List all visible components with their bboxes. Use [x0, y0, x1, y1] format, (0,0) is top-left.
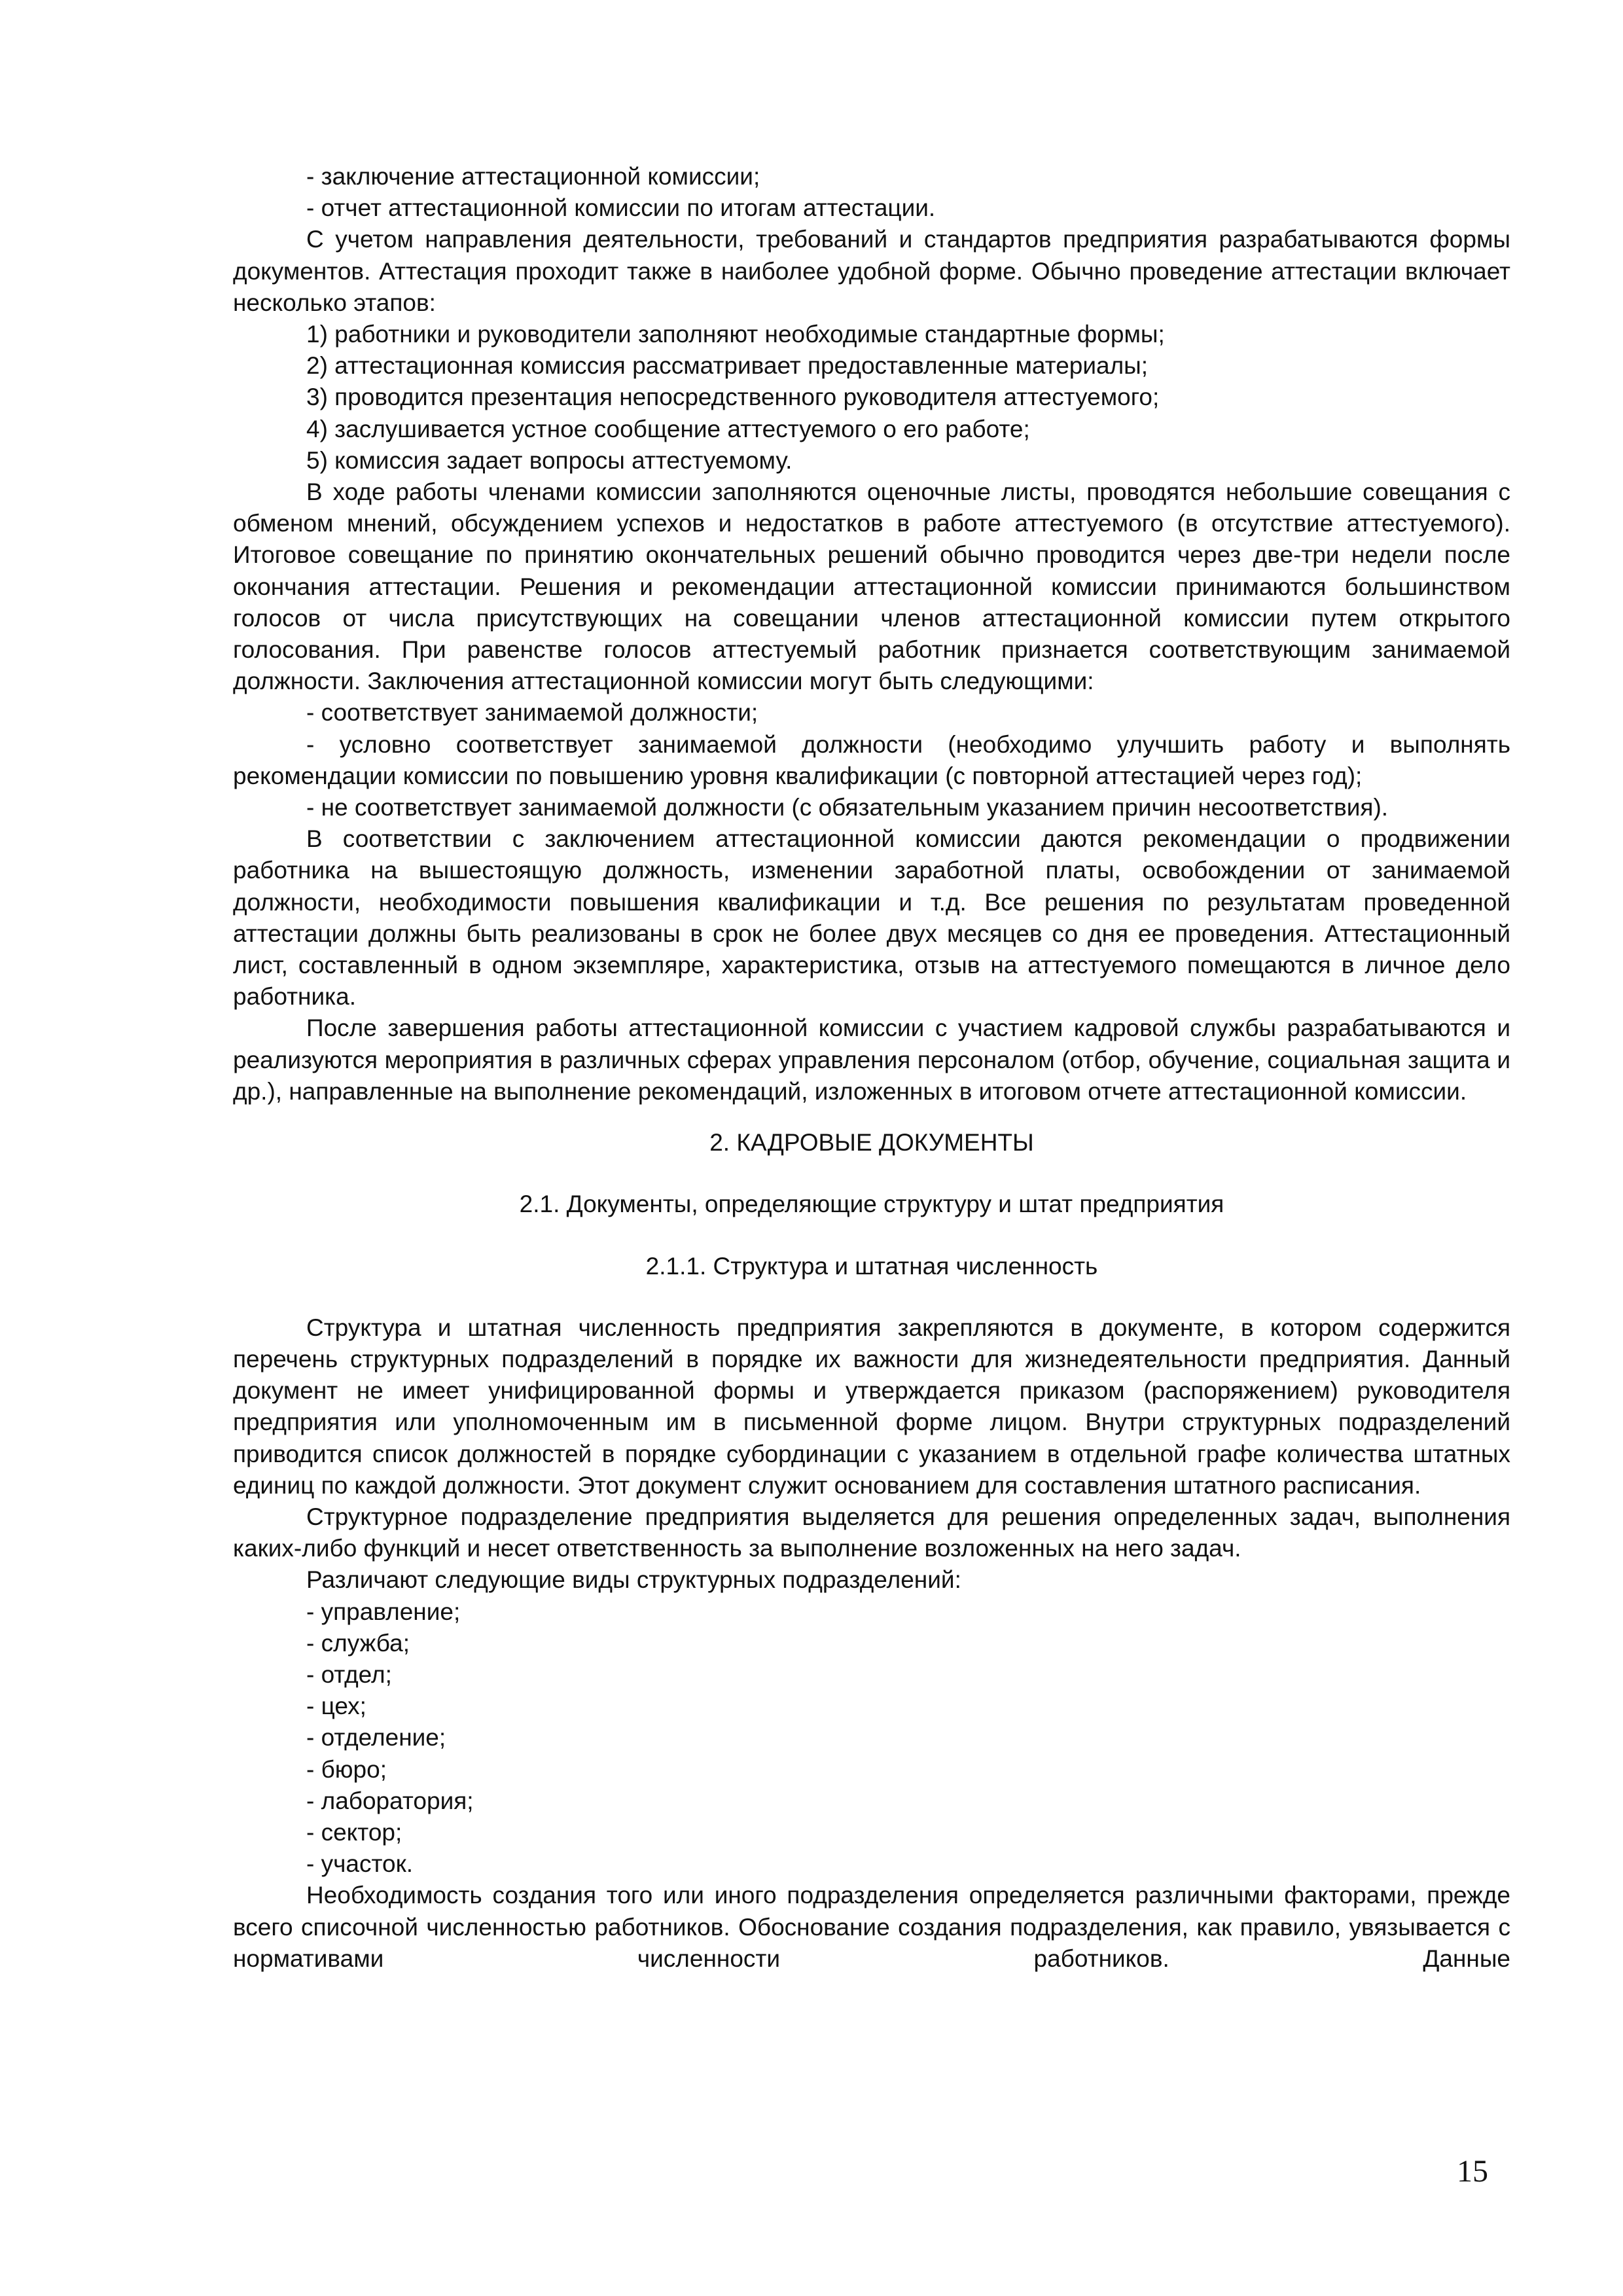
paragraph-process: В ходе работы членами комиссии заполняются оценочные листы, проводятся небольшие совещания с обменом мнений, обсуждением успехов и недостатков в работе аттестуемого (в отсутствие аттестуемого). Итоговое совещание по принятию окончательных решений обычно проводится через две-три недели после окончания аттестации. Решения и рекомендации аттестационной комиссии принимаются большинством голосов от числа присутствующих на совещании членов аттестационной комиссии путем открытого голосования. При равенстве голосов аттестуемый работник признается соответствующим занимаемой должности. Заключения аттестационной комиссии могут быть следующими:	[233, 478, 1510, 695]
stage-item: 3) проводится презентация непосредственного руководителя аттестуемого;	[306, 384, 1160, 411]
unit-type-item: - служба;	[306, 1629, 410, 1657]
conclusion-item: - условно соответствует занимаемой должности (необходимо улучшить работу и выполнять рекомендации комиссии по повышению уровня квалификации (с повторной аттестацией через год);	[233, 730, 1510, 789]
subsubsection-title: 2.1.1. Структура и штатная численность	[645, 1252, 1098, 1280]
unit-types-intro: Различают следующие виды структурных подразделений:	[306, 1566, 961, 1594]
page-number: 15	[1457, 2154, 1488, 2189]
paragraph-after: После завершения работы аттестационной комиссии с участием кадровой службы разрабатываются и реализуются мероприятия в различных сферах управления персоналом (отбор, обучение, социальная защита и др.), направленные на выполнение рекомендаций, изложенных в итоговом отчете аттестационной комиссии.	[233, 1014, 1510, 1105]
stage-item: 5) комиссия задает вопросы аттестуемому.	[306, 446, 793, 474]
paragraph-structure: Структура и штатная численность предприятия закрепляются в документе, в котором содержится перечень структурных подразделений в порядке их важности для жизнедеятельности предприятия. Данный документ не имеет унифицированной формы и утверждается приказом (распоряжением) руководителя предприятия или уполномоченным им в письменной форме лицом. Внутри структурных подразделений приводится список должностей в порядке субординации с указанием в отдельной графе количества штатных единиц по каждой должности. Этот документ служит основанием для составления штатного расписания.	[233, 1314, 1510, 1499]
conclusion-item: - соответствует занимаемой должности;	[306, 699, 758, 726]
unit-type-item: - участок.	[306, 1850, 414, 1878]
list-item: - отчет аттестационной комиссии по итогам аттестации.	[306, 194, 936, 222]
stage-item: 1) работники и руководители заполняют необходимые стандартные формы;	[306, 321, 1165, 348]
paragraph-unit: Структурное подразделение предприятия выделяется для решения определенных задач, выполнения каких-либо функций и несет ответственность за выполнение возложенных на него задач.	[233, 1503, 1510, 1562]
unit-type-item: - отделение;	[306, 1724, 446, 1751]
list-item: - заключение аттестационной комиссии;	[306, 163, 760, 190]
unit-type-item: - сектор;	[306, 1818, 402, 1846]
section-title: 2. КАДРОВЫЕ ДОКУМЕНТЫ	[709, 1129, 1034, 1157]
unit-type-item: - бюро;	[306, 1755, 387, 1783]
stage-item: 4) заслушивается устное сообщение аттестуемого о его работе;	[306, 415, 1030, 442]
subsection-title: 2.1. Документы, определяющие структуру и штат предприятия	[519, 1191, 1224, 1218]
unit-type-item: - лаборатория;	[306, 1787, 474, 1814]
unit-type-item: - цех;	[306, 1693, 366, 1720]
unit-type-item: - управление;	[306, 1598, 461, 1625]
paragraph-recommendations: В соответствии с заключением аттестационной комиссии даются рекомендации о продвижении работника на вышестоящую должность, изменении заработной платы, освобождении от занимаемой должности, необходимости повышения квалификации и т.д. Все решения по результатам проведенной аттестации должны быть реализованы в срок не более двух месяцев со дня ее проведения. Аттестационный лист, составленный в одном экземпляре, характеристика, отзыв на аттестуемого помещаются в личное дело работника.	[233, 825, 1510, 1011]
unit-type-item: - отдел;	[306, 1660, 392, 1688]
paragraph-forms: С учетом направления деятельности, требований и стандартов предприятия разрабатываются формы документов. Аттестация проходит также в наиболее удобной форме. Обычно проведение аттестации включает несколько этапов:	[233, 226, 1510, 316]
conclusion-item: - не соответствует занимаемой должности (с обязательным указанием причин несоответствия).	[306, 794, 1389, 821]
paragraph-necessity: Необходимость создания того или иного подразделения определяется различными факторами, прежде всего списочной численностью работников. Обоснование создания подразделения, как правило, увязывается с нормативами численности работников. Данные	[233, 1882, 1510, 1972]
document-page	[233, 161, 1510, 1975]
stage-item: 2) аттестационная комиссия рассматривает предоставленные материалы;	[306, 352, 1149, 380]
